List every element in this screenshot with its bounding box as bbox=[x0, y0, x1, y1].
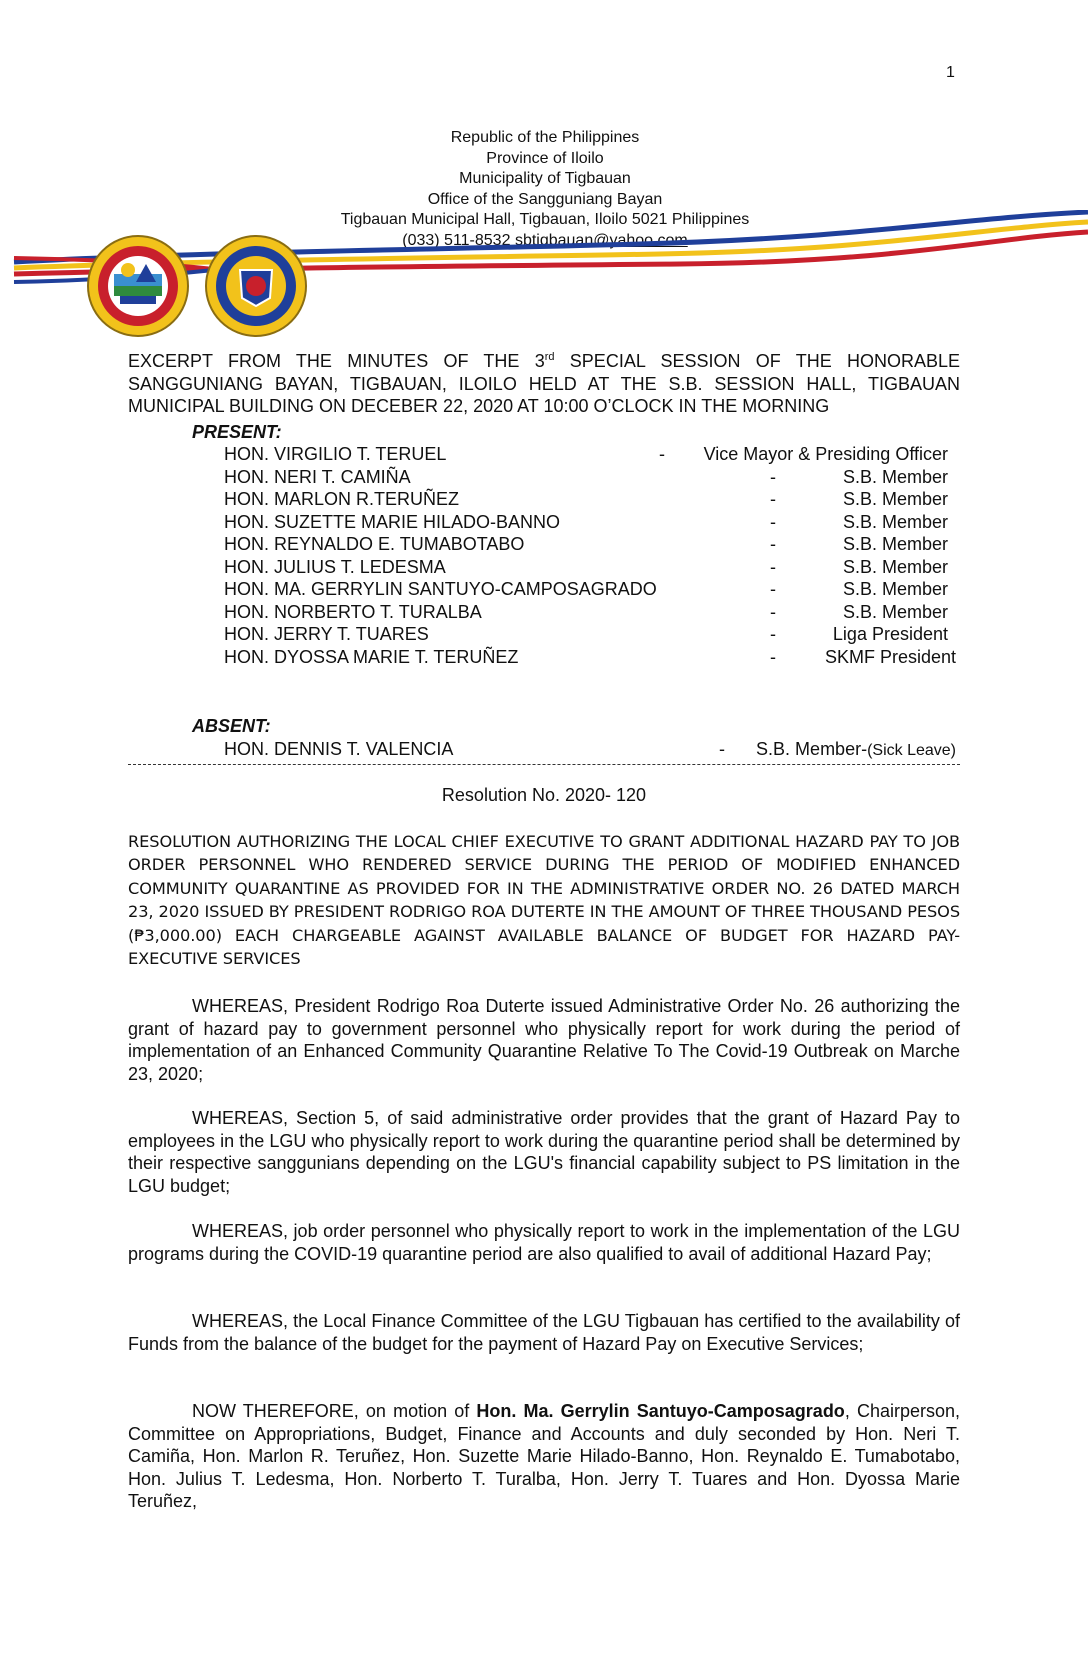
attendee-row bbox=[224, 488, 968, 511]
attendee-name: HON. JULIUS T. LEDESMA bbox=[224, 556, 446, 577]
attendee-row bbox=[224, 646, 968, 669]
present-label: PRESENT: bbox=[192, 422, 282, 442]
separator-dash: - bbox=[719, 739, 725, 759]
minutes-heading bbox=[128, 346, 960, 418]
attendee-position: S.B. Member bbox=[842, 511, 948, 532]
absence-note: (Sick Leave) bbox=[867, 742, 956, 759]
attendee-position: S.B. Member bbox=[842, 556, 948, 577]
attendee-name: HON. JERRY T. TUARES bbox=[224, 624, 429, 644]
attendee-position: SKMF President bbox=[824, 646, 956, 667]
now-therefore-paragraph bbox=[128, 1400, 960, 1513]
attendee-position: S.B. Member bbox=[842, 489, 948, 509]
attendee-row bbox=[224, 511, 968, 534]
letterhead-line: Province of Iloilo bbox=[486, 149, 604, 167]
attendee-name: HON. DYOSSA MARIE T. TERUÑEZ bbox=[224, 646, 519, 667]
attendee-row bbox=[224, 533, 968, 556]
separator-dash: - bbox=[770, 579, 776, 599]
page-number: 1 bbox=[946, 64, 955, 81]
resolution-number: Resolution No. 2020- 120 bbox=[441, 785, 647, 805]
attendee-name: HON. MA. GERRYLIN SANTUYO-CAMPOSAGRADO bbox=[224, 579, 657, 599]
motion-mover: Hon. Ma. Gerrylin Santuyo-Camposagrado bbox=[476, 1401, 845, 1421]
email-link[interactable]: sbtigbauan@yahoo.com bbox=[514, 231, 688, 249]
phone-number: (033) 511-8532 bbox=[402, 231, 511, 249]
heading-text: EXCERPT FROM THE MINUTES OF THE 3 bbox=[128, 351, 545, 371]
separator-dash: - bbox=[770, 601, 776, 622]
whereas-paragraph: WHEREAS, job order personnel who physically report to work in the implementation of the LGU programs during the COVID-19 quarantine period are also qualified to avail of additional Hazard Pay; bbox=[128, 1221, 960, 1264]
separator-dash: - bbox=[770, 624, 776, 644]
heading-text-continued: SPECIAL SESSION OF THE HONORABLE SANGGUNIANG BAYAN, TIGBAUAN, ILOILO HELD AT THE S.B. SESSION HALL, TIGBAUAN MUNICIPAL BUILDING ON DECEBER 22, 2020 AT 10:00 O’CLOCK IN THE MORNING bbox=[128, 351, 961, 416]
attendee-row bbox=[224, 556, 968, 579]
absent-list bbox=[224, 738, 968, 761]
attendee-position: S.B. Member bbox=[842, 466, 948, 487]
absentee-role: S.B. Member- bbox=[756, 739, 868, 759]
attendee-name: HON. MARLON R.TERUÑEZ bbox=[224, 489, 460, 509]
motion-seconders: , Chairperson, Committee on Appropriations, Budget, Finance and Accounts and duly seconded by Hon. Neri T. Camiña, Hon. Marlon R. Teruñez, Hon. Suzette Marie Hilado-Banno, Hon. Reynaldo E. Tumabotabo, Hon. Julius T. Ledesma, Hon. Norberto T. Turalba, Hon. Jerry T. Tuares and Hon. Dyossa Marie Teruñez, bbox=[128, 1401, 960, 1511]
sangguniang-bayan-seal-icon bbox=[204, 234, 308, 338]
separator-dash: - bbox=[770, 489, 776, 509]
attendee-row bbox=[224, 466, 968, 489]
attendee-name: HON. NERI T. CAMIÑA bbox=[224, 466, 411, 487]
attendee-name: HON. REYNALDO E. TUMABOTABO bbox=[224, 534, 525, 554]
separator-dash: - bbox=[770, 466, 776, 487]
letterhead-line: Office of the Sangguniang Bayan bbox=[427, 190, 663, 208]
separator-dash: - bbox=[770, 556, 776, 577]
separator-dash: - bbox=[770, 534, 776, 554]
letterhead-line: Tigbauan Municipal Hall, Tigbauan, Iloilo 5021 Philippines bbox=[340, 211, 750, 228]
attendee-row bbox=[224, 578, 968, 601]
present-list bbox=[224, 443, 968, 668]
municipality-seal-icon bbox=[86, 234, 190, 338]
absent-label: ABSENT: bbox=[192, 716, 271, 736]
absentee-position bbox=[756, 738, 956, 763]
attendee-row bbox=[224, 623, 968, 646]
attendee-name: HON. VIRGILIO T. TERUEL bbox=[224, 444, 447, 464]
separator-dash: - bbox=[770, 511, 776, 532]
separator-dash: - bbox=[659, 444, 665, 464]
section-divider bbox=[128, 764, 960, 766]
absentee-row bbox=[224, 738, 968, 761]
attendee-name: HON. SUZETTE MARIE HILADO-BANNO bbox=[224, 511, 561, 532]
attendee-row bbox=[224, 443, 968, 466]
whereas-paragraph: WHEREAS, President Rodrigo Roa Duterte issued Administrative Order No. 26 authorizing the grant of hazard pay to government personnel who physically report for work during the period of implementation of an Enhanced Community Quarantine Relative To The Covid-19 Outbreak on Marche 23, 2020; bbox=[128, 996, 960, 1084]
letterhead-line: Republic of the Philippines bbox=[450, 129, 640, 146]
resolution-title: RESOLUTION AUTHORIZING THE LOCAL CHIEF EXECUTIVE TO GRANT ADDITIONAL HAZARD PAY TO JOB ORDER PERSONNEL WHO RENDERED SERVICE DURING THE PERIOD OF MODIFIED ENHANCED COMMUNITY QUARANTINE AS PROVIDED FOR IN THE ADMINISTRATIVE ORDER NO. 26 DATED MARCH 23, 2020 ISSUED BY PRESIDENT RODRIGO ROA DUTERTE IN THE AMOUNT OF THREE THOUSAND PESOS (₱3,000.00) EACH CHARGEABLE AGAINST AVAILABLE BALANCE OF BUDGET FOR HAZARD PAY-EXECUTIVE SERVICES bbox=[128, 832, 960, 969]
whereas-paragraph: WHEREAS, the Local Finance Committee of the LGU Tigbauan has certified to the availability of Funds from the balance of the budget for the payment of Hazard Pay on Executive Services; bbox=[128, 1311, 960, 1354]
absentee-name: HON. DENNIS T. VALENCIA bbox=[224, 739, 454, 759]
attendee-position: S.B. Member bbox=[842, 534, 948, 554]
separator-dash: - bbox=[770, 646, 776, 667]
attendee-position: S.B. Member bbox=[842, 579, 948, 599]
attendee-position: S.B. Member bbox=[842, 601, 948, 622]
attendee-row bbox=[224, 601, 968, 624]
whereas-paragraph: WHEREAS, Section 5, of said administrative order provides that the grant of Hazard Pay to employees in the LGU who physically report to work during the quarantine period shall be determined by their respective sanggunians depending on the LGU's financial capability subject to PS limitation in the LGU budget; bbox=[128, 1108, 960, 1196]
letterhead-line: Municipality of Tigbauan bbox=[459, 170, 631, 187]
attendee-position: Vice Mayor & Presiding Officer bbox=[703, 444, 948, 464]
heading-ordinal: rd bbox=[544, 351, 555, 363]
attendee-position: Liga President bbox=[832, 624, 948, 644]
attendee-name: HON. NORBERTO T. TURALBA bbox=[224, 601, 482, 622]
motion-lead: NOW THEREFORE, on motion of bbox=[192, 1401, 477, 1421]
